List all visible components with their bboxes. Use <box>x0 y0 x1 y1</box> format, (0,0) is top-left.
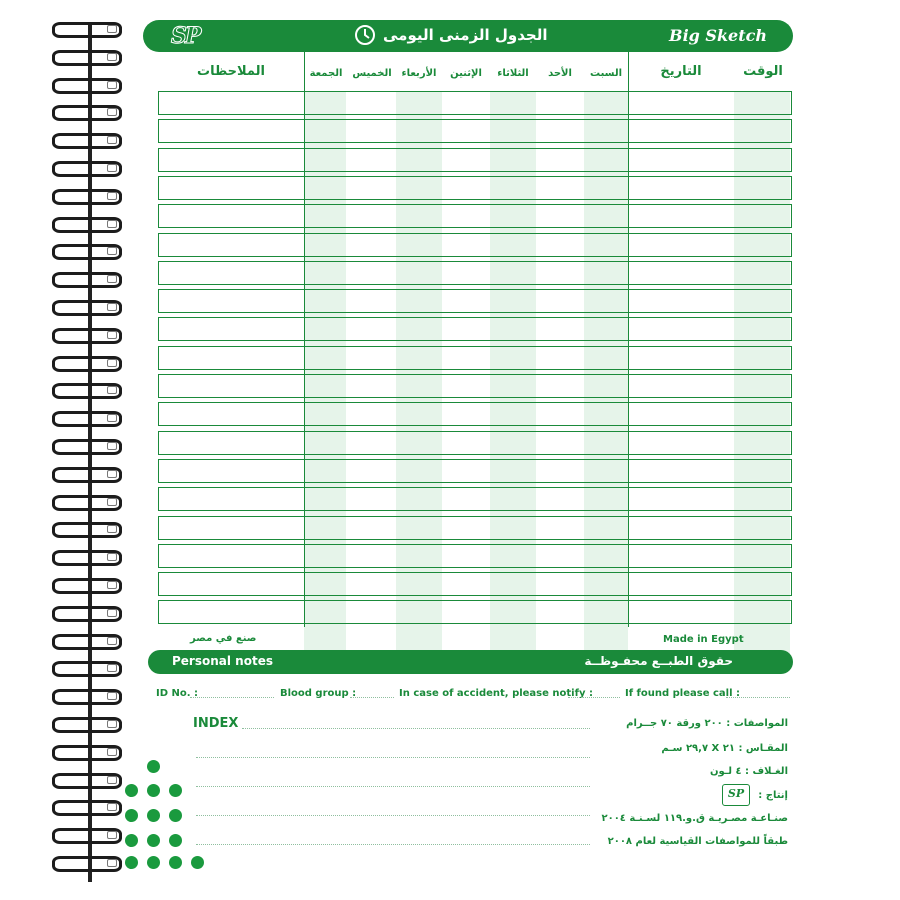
table-row[interactable] <box>158 600 792 624</box>
id-no-line <box>190 697 274 698</box>
spec-cover: الغـلاف : ٤ لـون <box>710 766 788 777</box>
decorative-dot <box>169 856 182 869</box>
spiral-ring <box>52 300 122 316</box>
clock-icon <box>353 23 377 47</box>
made-in-arabic: صنع في مصر <box>190 633 257 644</box>
table-row[interactable] <box>158 572 792 596</box>
sp-logo: SP <box>171 23 200 49</box>
spiral-ring <box>52 800 122 816</box>
table-row[interactable] <box>158 459 792 483</box>
col-header-thursday: الخميس <box>352 68 392 79</box>
schedule-table <box>158 60 792 640</box>
spiral-ring <box>52 634 122 650</box>
table-row[interactable] <box>158 176 792 200</box>
spiral-ring <box>52 522 122 538</box>
table-row[interactable] <box>158 119 792 143</box>
spiral-ring <box>52 689 122 705</box>
table-row[interactable] <box>158 402 792 426</box>
spiral-binding <box>50 22 130 882</box>
decorative-dot <box>169 784 182 797</box>
index-label: INDEX <box>193 716 239 731</box>
decorative-dot <box>147 809 160 822</box>
producer-logo: SP <box>722 784 750 806</box>
spiral-ring <box>52 578 122 594</box>
spiral-ring <box>52 828 122 844</box>
spec-size: المقـاس : ٢١ X ٢٩,٧ سـم <box>661 743 788 754</box>
index-line <box>242 728 590 729</box>
spiral-ring <box>52 467 122 483</box>
blood-group-label: Blood group : <box>280 688 357 699</box>
accident-line <box>568 697 620 698</box>
accident-label: In case of accident, please notify : <box>399 688 593 699</box>
col-header-sunday: الأحد <box>548 68 572 79</box>
spiral-ring <box>52 661 122 677</box>
spiral-ring <box>52 189 122 205</box>
index-line <box>196 815 590 816</box>
decorative-dot <box>169 834 182 847</box>
col-header-saturday: السبت <box>589 68 623 79</box>
decorative-dot <box>147 856 160 869</box>
table-row[interactable] <box>158 431 792 455</box>
table-row[interactable] <box>158 544 792 568</box>
table-row[interactable] <box>158 261 792 285</box>
spiral-ring <box>52 22 122 38</box>
table-row[interactable] <box>158 346 792 370</box>
index-line <box>196 844 590 845</box>
col-header-notes: الملاحظات <box>197 64 265 79</box>
page-title: الجدول الزمنى اليومى <box>383 26 548 44</box>
spiral-ring <box>52 217 122 233</box>
spiral-ring <box>52 78 122 94</box>
id-no-label: ID No. : <box>156 688 199 699</box>
spiral-ring <box>52 328 122 344</box>
col-header-monday: الإثنين <box>450 68 482 79</box>
decorative-dot <box>125 809 138 822</box>
spiral-ring <box>52 745 122 761</box>
spiral-ring <box>52 773 122 789</box>
spiral-ring <box>52 133 122 149</box>
table-row[interactable] <box>158 91 792 115</box>
spiral-ring <box>52 439 122 455</box>
table-row[interactable] <box>158 233 792 257</box>
decorative-dot <box>169 809 182 822</box>
personal-notes-label: Personal notes <box>172 654 273 668</box>
table-row[interactable] <box>158 148 792 172</box>
spec-egyptian-standard: صنـاعـة مصـريـة ق.و.١١٩ لسـنـة ٢٠٠٤ <box>601 813 788 824</box>
spiral-ring <box>52 411 122 427</box>
spiral-ring <box>52 50 122 66</box>
col-header-date: التاريخ <box>660 64 702 79</box>
index-line <box>196 786 590 787</box>
spec-standard-year: طبقاً للمواصفات القياسية لعام ٢٠٠٨ <box>607 836 788 847</box>
spiral-ring <box>52 717 122 733</box>
brand-name: Big Sketch <box>669 26 767 45</box>
made-in-english: Made in Egypt <box>663 634 744 645</box>
decorative-dot <box>125 834 138 847</box>
index-line <box>196 757 590 758</box>
spiral-ring <box>52 272 122 288</box>
table-row[interactable] <box>158 317 792 341</box>
decorative-dot <box>147 760 160 773</box>
personal-notes-bar <box>148 650 793 674</box>
col-header-tuesday: الثلاثاء <box>497 68 529 79</box>
decorative-dot <box>147 834 160 847</box>
blood-group-line <box>350 697 394 698</box>
col-header-time: الوقت <box>743 64 783 79</box>
copyright-label: حقوق الطبــع محفـوظــة <box>584 654 733 668</box>
found-label: If found please call : <box>625 688 740 699</box>
spec-paper: المواصفات : ٢٠٠ ورقة ٧٠ جــرام <box>626 718 788 729</box>
spiral-ring <box>52 244 122 260</box>
table-row[interactable] <box>158 204 792 228</box>
spiral-ring <box>52 161 122 177</box>
col-header-friday: الجمعة <box>309 68 343 79</box>
header-bar <box>143 20 793 52</box>
table-row[interactable] <box>158 289 792 313</box>
decorative-dot <box>191 856 204 869</box>
found-line <box>726 697 790 698</box>
decorative-dot <box>125 784 138 797</box>
table-row[interactable] <box>158 374 792 398</box>
table-row[interactable] <box>158 516 792 540</box>
spiral-ring <box>52 383 122 399</box>
col-header-wednesday: الأربعاء <box>401 68 437 79</box>
spiral-ring <box>52 550 122 566</box>
decorative-dot <box>125 856 138 869</box>
spiral-ring <box>52 495 122 511</box>
spiral-ring <box>52 356 122 372</box>
spiral-ring <box>52 856 122 872</box>
spiral-ring <box>52 105 122 121</box>
spiral-ring <box>52 606 122 622</box>
spec-producer: إنتاج : <box>758 790 788 801</box>
table-row[interactable] <box>158 487 792 511</box>
decorative-dot <box>147 784 160 797</box>
